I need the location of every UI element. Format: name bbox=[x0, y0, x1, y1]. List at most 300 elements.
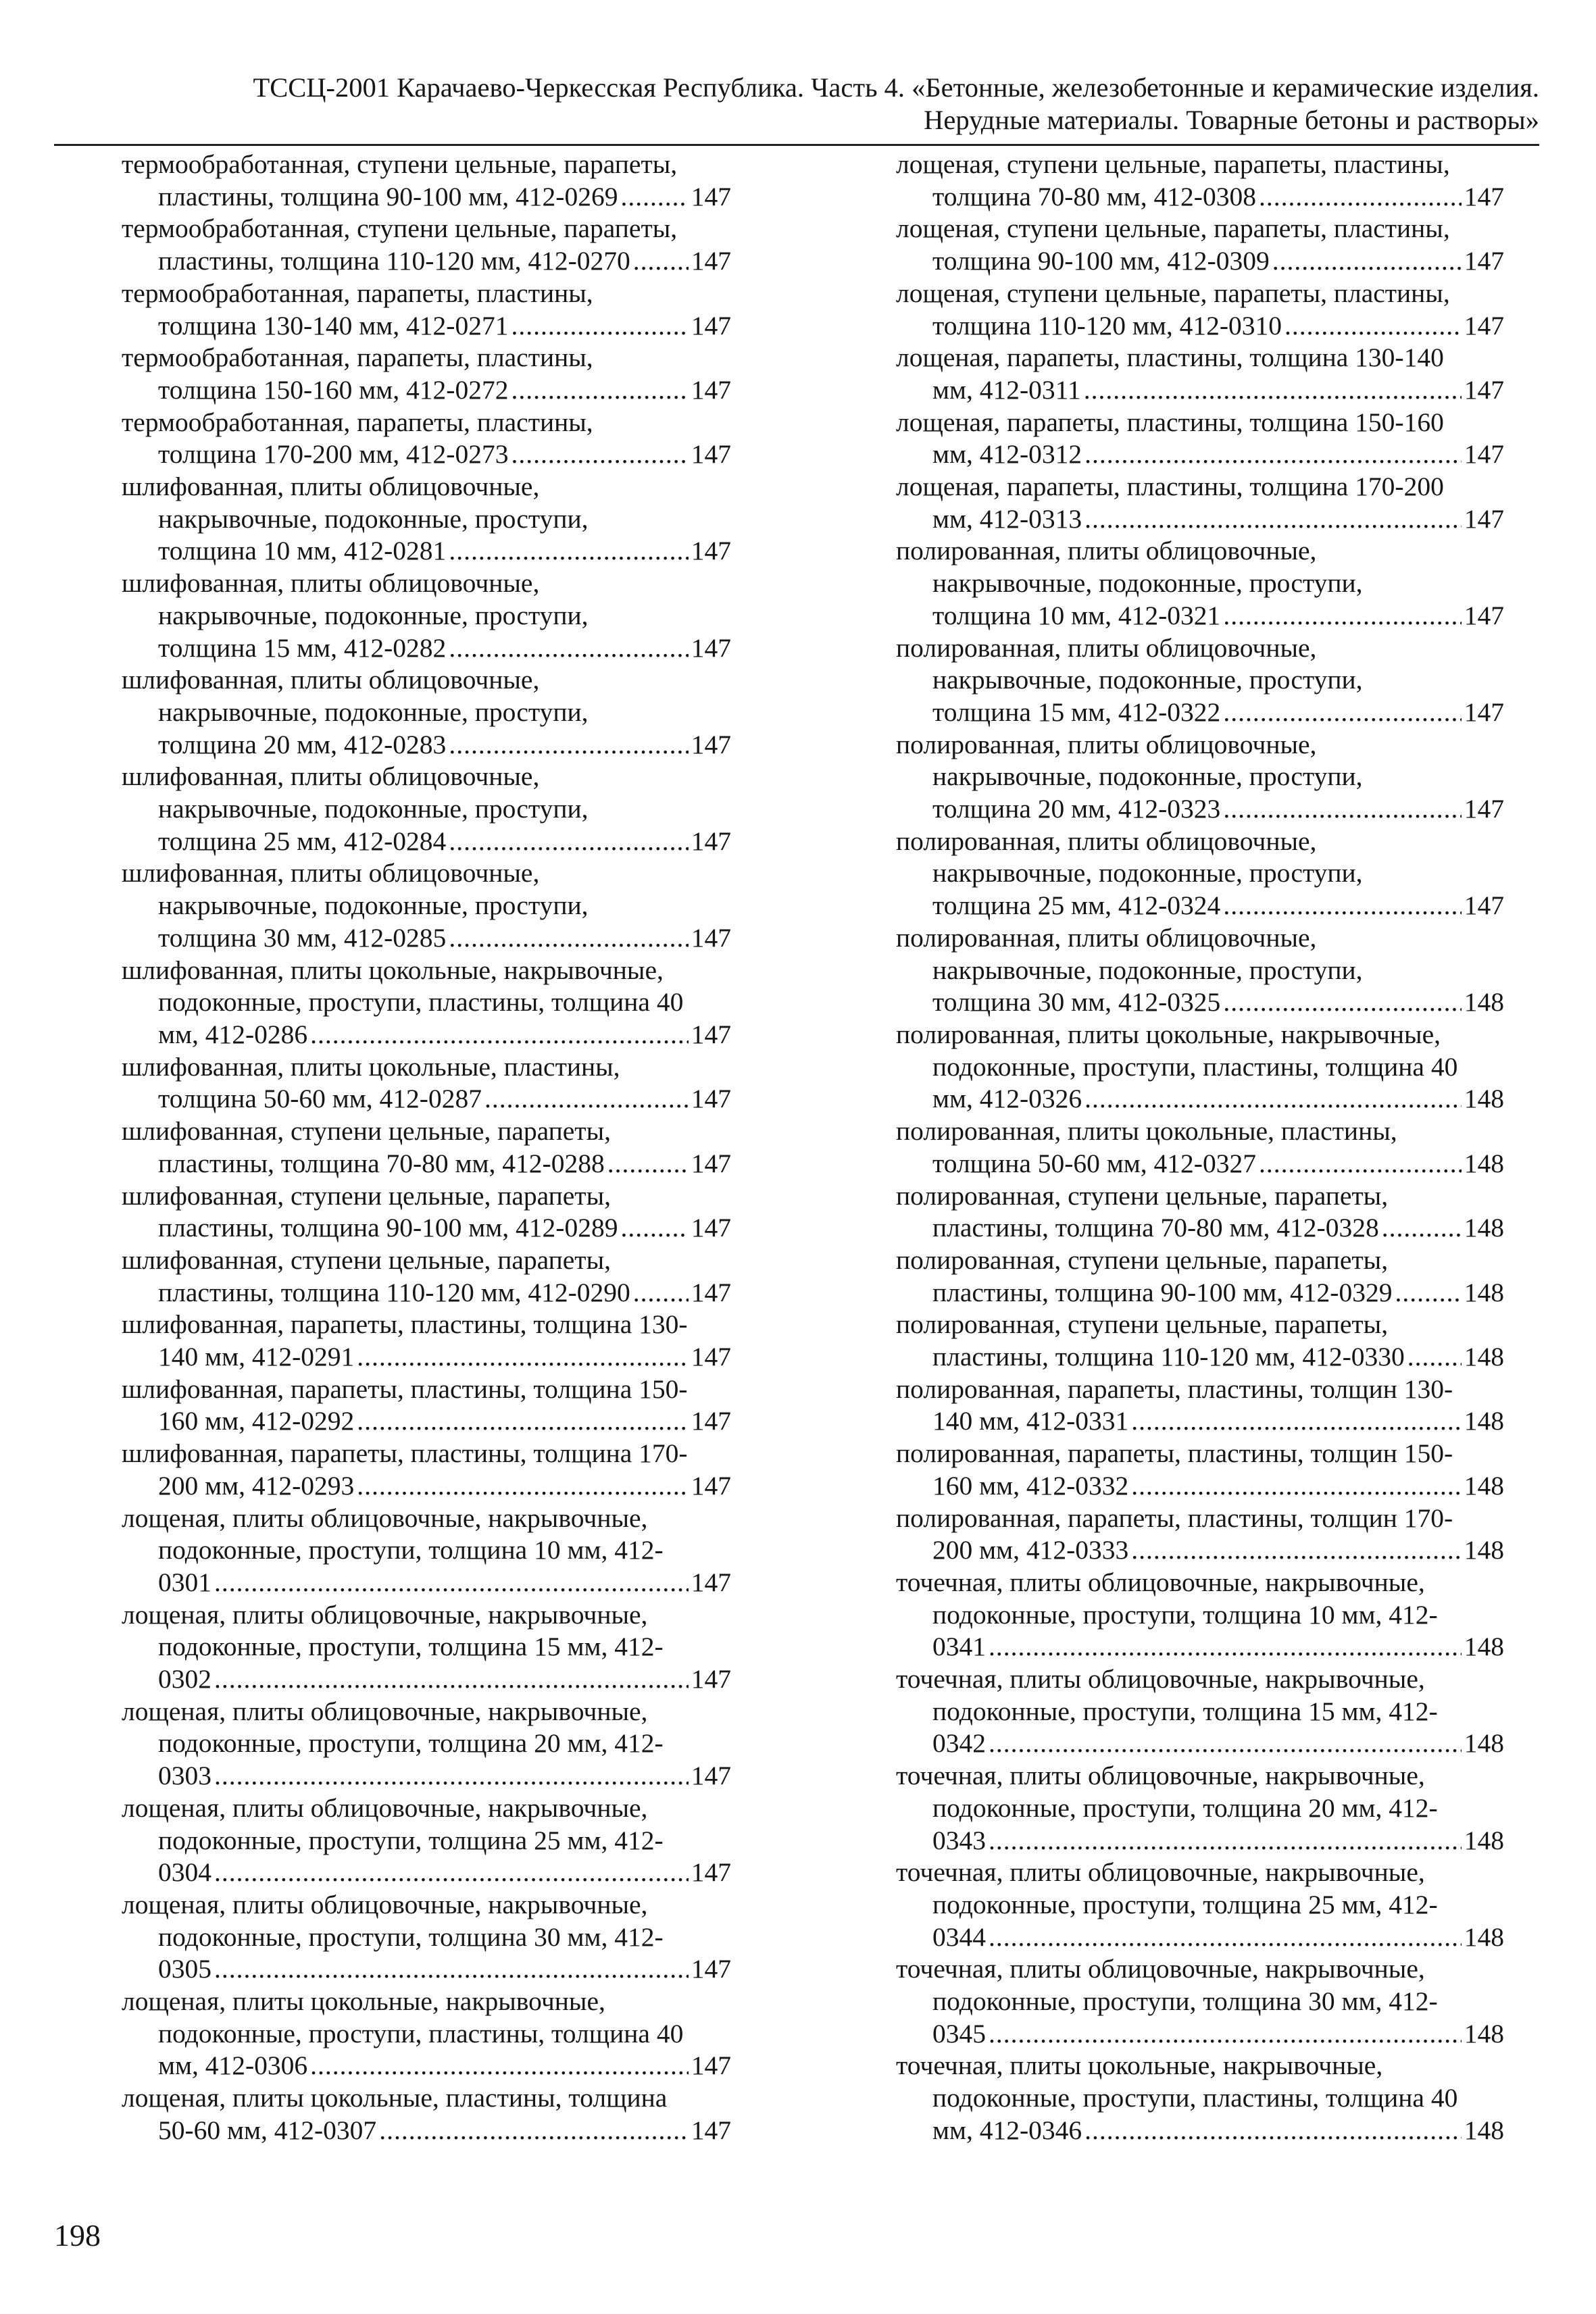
dot-leader bbox=[1131, 1534, 1461, 1567]
index-entry-text: полированная, плиты облицовочные, bbox=[896, 729, 1317, 759]
index-entry-last-line bbox=[122, 438, 731, 471]
dot-leader bbox=[989, 1631, 1462, 1663]
index-entry-text: подоконные, проступи, пластины, толщина 40 bbox=[932, 1051, 1458, 1082]
dot-leader bbox=[1223, 986, 1461, 1019]
index-entry-text: шлифованная, ступени цельные, парапеты, bbox=[122, 1116, 611, 1147]
index-entry-code: толщина 70-80 мм, 412-0308 bbox=[932, 181, 1256, 211]
dot-leader bbox=[1259, 181, 1462, 213]
index-entry-page: 147 bbox=[1464, 600, 1504, 630]
index-entry-text: подоконные, проступи, толщина 25 мм, 412- bbox=[932, 1889, 1438, 1919]
index-entry bbox=[122, 2082, 731, 2146]
index-entry-text: шлифованная, парапеты, пластины, толщина 150- bbox=[122, 1374, 688, 1404]
index-entry bbox=[896, 729, 1504, 826]
index-entry-text: лощеная, плиты цокольные, накрывочные, bbox=[122, 1986, 605, 2017]
header-line-2: Нерудные материалы. Товарные бетоны и растворы» bbox=[924, 105, 1539, 135]
index-entry bbox=[896, 149, 1504, 213]
index-entry-last-line bbox=[122, 922, 731, 955]
dot-leader bbox=[1131, 1405, 1461, 1438]
index-entry-code: 160 мм, 412-0332 bbox=[932, 1470, 1129, 1501]
index-entry-code: 0302 bbox=[158, 1664, 211, 1694]
index-entry-last-line bbox=[896, 890, 1504, 922]
index-entry-last-line bbox=[122, 1405, 731, 1438]
index-entry-text: полированная, плиты облицовочные, bbox=[896, 826, 1317, 856]
index-entry-text: полированная, ступени цельные, парапеты, bbox=[896, 1180, 1389, 1211]
index-entry-page: 147 bbox=[691, 1084, 731, 1114]
index-entry-page: 147 bbox=[691, 1148, 731, 1178]
index-entry-code: 160 мм, 412-0292 bbox=[158, 1406, 355, 1436]
index-entry-text: накрывочные, подоконные, проступи, bbox=[932, 568, 1363, 599]
dot-leader bbox=[449, 632, 688, 665]
index-entry-code: толщина 20 мм, 412-0283 bbox=[158, 729, 447, 759]
index-entry-code: 50-60 мм, 412-0307 bbox=[158, 2115, 377, 2145]
index-entry-page: 148 bbox=[1464, 1825, 1504, 1855]
index-entry-text: точечная, плиты облицовочные, накрывочные, bbox=[896, 1857, 1425, 1888]
index-entry-code: толщина 25 мм, 412-0324 bbox=[932, 890, 1221, 921]
index-entry-text: лощеная, ступени цельные, парапеты, пластины, bbox=[896, 278, 1450, 308]
index-entry-text: полированная, парапеты, пластины, толщин 170- bbox=[896, 1503, 1453, 1533]
index-entry-code: толщина 20 мм, 412-0323 bbox=[932, 794, 1221, 824]
dot-leader bbox=[989, 1825, 1462, 1857]
index-entry-page: 147 bbox=[691, 1857, 731, 1888]
index-entry-page: 147 bbox=[1464, 374, 1504, 405]
dot-leader bbox=[1084, 438, 1462, 471]
dot-leader bbox=[449, 922, 688, 955]
index-entry-page: 148 bbox=[1464, 1632, 1504, 1662]
dot-leader bbox=[1395, 1277, 1461, 1309]
index-entry bbox=[896, 1180, 1504, 1244]
index-entry-last-line bbox=[122, 1760, 731, 1792]
index-entry-last-line bbox=[896, 1825, 1504, 1857]
index-entry-text: лощеная, ступени цельные, парапеты, пластины, bbox=[896, 149, 1450, 179]
index-entry-page: 148 bbox=[1464, 2115, 1504, 2145]
index-entry-last-line bbox=[122, 1019, 731, 1051]
index-entry-page: 147 bbox=[1464, 181, 1504, 211]
index-entry-last-line bbox=[896, 600, 1504, 632]
index-entry-code: пластины, толщина 110-120 мм, 412-0330 bbox=[932, 1342, 1405, 1372]
index-entry-text: лощеная, плиты облицовочные, накрывочные, bbox=[122, 1696, 648, 1726]
index-entry-code: 0342 bbox=[932, 1728, 986, 1759]
index-entry-page: 148 bbox=[1464, 1535, 1504, 1565]
index-entry-page: 147 bbox=[691, 729, 731, 759]
index-entry-code: толщина 30 мм, 412-0325 bbox=[932, 987, 1221, 1017]
index-entry-last-line bbox=[896, 793, 1504, 826]
dot-leader bbox=[633, 1277, 689, 1309]
index-entry-text: подоконные, проступи, пластины, толщина 40 bbox=[932, 2083, 1458, 2113]
index-entry-page: 148 bbox=[1464, 987, 1504, 1017]
index-entry bbox=[122, 664, 731, 761]
index-entry-page: 147 bbox=[691, 1664, 731, 1694]
index-entry-text: лощеная, парапеты, пластины, толщина 170-200 bbox=[896, 472, 1444, 502]
index-entry-page: 147 bbox=[691, 1019, 731, 1049]
index-entry bbox=[122, 1051, 731, 1115]
index-entry-page: 148 bbox=[1464, 2018, 1504, 2048]
index-entry-page: 147 bbox=[691, 310, 731, 341]
index-entry-text: накрывочные, подоконные, проступи, bbox=[158, 600, 589, 630]
index-entry-text: шлифованная, ступени цельные, парапеты, bbox=[122, 1180, 611, 1211]
index-entry-text: шлифованная, плиты облицовочные, bbox=[122, 858, 540, 888]
index-entry-text: лощеная, плиты облицовочные, накрывочные, bbox=[122, 1599, 648, 1630]
index-entry bbox=[896, 1438, 1504, 1502]
index-entry bbox=[896, 1115, 1504, 1180]
index-entry-text: накрывочные, подоконные, проступи, bbox=[158, 503, 589, 534]
dot-leader bbox=[1285, 310, 1462, 343]
dot-leader bbox=[620, 181, 688, 213]
index-entry bbox=[896, 342, 1504, 406]
dot-leader bbox=[357, 1470, 688, 1503]
index-entry-last-line bbox=[896, 1212, 1504, 1244]
index-entry bbox=[122, 1115, 731, 1180]
dot-leader bbox=[214, 1567, 689, 1599]
index-entry-last-line bbox=[122, 632, 731, 665]
index-entry-text: точечная, плиты облицовочные, накрывочные, bbox=[896, 1761, 1425, 1791]
index-entry-last-line bbox=[896, 503, 1504, 536]
index-entry bbox=[122, 761, 731, 857]
index-entry-code: 0304 bbox=[158, 1857, 211, 1888]
index-entry-code: пластины, толщина 90-100 мм, 412-0329 bbox=[932, 1277, 1393, 1307]
index-entry-page: 147 bbox=[691, 2115, 731, 2145]
dot-leader bbox=[989, 1921, 1462, 1954]
dot-leader bbox=[511, 374, 688, 407]
index-entry-page: 147 bbox=[1464, 503, 1504, 534]
index-entry-last-line bbox=[896, 2115, 1504, 2147]
dot-leader bbox=[1084, 374, 1462, 407]
index-entry bbox=[896, 1567, 1504, 1663]
dot-leader bbox=[1084, 2115, 1462, 2147]
index-entry-code: пластины, толщина 70-80 мм, 412-0328 bbox=[932, 1213, 1379, 1243]
index-entry-code: 0343 bbox=[932, 1825, 986, 1855]
index-entry-text: полированная, плиты облицовочные, bbox=[896, 536, 1317, 566]
index-entry bbox=[896, 2050, 1504, 2146]
index-entry-text: подоконные, проступи, толщина 30 мм, 412- bbox=[158, 1921, 664, 1952]
index-entry-last-line bbox=[896, 1405, 1504, 1438]
dot-leader bbox=[1223, 697, 1461, 729]
index-entry-code: мм, 412-0326 bbox=[932, 1084, 1082, 1114]
index-entry-code: 0305 bbox=[158, 1954, 211, 1984]
index-entry bbox=[896, 1374, 1504, 1438]
dot-leader bbox=[449, 826, 688, 858]
dot-leader bbox=[1131, 1470, 1461, 1503]
index-entry-text: шлифованная, плиты облицовочные, bbox=[122, 665, 540, 695]
index-entry-last-line bbox=[122, 729, 731, 761]
index-entry-code: пластины, толщина 110-120 мм, 412-0270 bbox=[158, 246, 630, 276]
index-entry-text: шлифованная, плиты облицовочные, bbox=[122, 472, 540, 502]
index-entry-code: 140 мм, 412-0291 bbox=[158, 1342, 355, 1372]
index-entry-code: толщина 50-60 мм, 412-0327 bbox=[932, 1148, 1256, 1178]
index-entry-page: 147 bbox=[691, 1213, 731, 1243]
index-entry-code: мм, 412-0312 bbox=[932, 439, 1082, 470]
index-entry-text: лощеная, плиты облицовочные, накрывочные, bbox=[122, 1889, 648, 1919]
index-entry bbox=[896, 1857, 1504, 1953]
index-entry bbox=[122, 1696, 731, 1792]
index-entry-last-line bbox=[122, 181, 731, 213]
index-entry-code: пластины, толщина 90-100 мм, 412-0269 bbox=[158, 181, 618, 211]
index-entry-code: толщина 170-200 мм, 412-0273 bbox=[158, 439, 509, 470]
dot-leader bbox=[449, 535, 688, 568]
index-entry-last-line bbox=[122, 1470, 731, 1503]
index-entry bbox=[122, 568, 731, 664]
index-entry-code: мм, 412-0286 bbox=[158, 1019, 308, 1049]
index-entry bbox=[896, 213, 1504, 277]
index-entry bbox=[896, 535, 1504, 632]
index-entry-code: мм, 412-0313 bbox=[932, 503, 1082, 534]
index-entry-last-line bbox=[122, 1341, 731, 1374]
index-entry-last-line bbox=[896, 245, 1504, 278]
index-entry-text: лощеная, ступени цельные, парапеты, пластины, bbox=[896, 213, 1450, 244]
dot-leader bbox=[1084, 1083, 1462, 1115]
index-entry bbox=[122, 1244, 731, 1309]
page-header bbox=[54, 72, 1539, 136]
index-entry-text: лощеная, парапеты, пластины, толщина 130-140 bbox=[896, 343, 1444, 373]
dot-leader bbox=[214, 1663, 689, 1696]
index-entry-last-line bbox=[122, 1953, 731, 1986]
index-entry bbox=[896, 1760, 1504, 1857]
index-entry-page: 147 bbox=[691, 1761, 731, 1791]
index-entry-page: 148 bbox=[1464, 1213, 1504, 1243]
index-entry-last-line bbox=[896, 374, 1504, 407]
index-entry-page: 147 bbox=[691, 1342, 731, 1372]
index-entry bbox=[122, 149, 731, 213]
dot-leader bbox=[1407, 1341, 1462, 1374]
dot-leader bbox=[1223, 600, 1461, 632]
index-entry-text: шлифованная, плиты цокольные, накрывочные, bbox=[122, 955, 664, 985]
index-entry-text: накрывочные, подоконные, проступи, bbox=[158, 697, 589, 727]
index-entry-last-line bbox=[896, 1921, 1504, 1954]
dot-leader bbox=[989, 1728, 1462, 1760]
index-entry-text: подоконные, проступи, толщина 30 мм, 412- bbox=[932, 1986, 1438, 2017]
header-line-1: ТССЦ-2001 Карачаево-Черкесская Республика. Часть 4. «Бетонные, железобетонные и керамические изделия. bbox=[253, 72, 1539, 103]
index-entry-text: термообработанная, парапеты, пластины, bbox=[122, 343, 593, 373]
index-entry-last-line bbox=[122, 310, 731, 343]
index-entry-page: 147 bbox=[691, 632, 731, 663]
index-entry-page: 147 bbox=[691, 922, 731, 953]
index-entry-text: подоконные, проступи, толщина 10 мм, 412- bbox=[932, 1599, 1438, 1630]
index-entry-page: 147 bbox=[1464, 697, 1504, 727]
index-entry-last-line bbox=[122, 1857, 731, 1889]
index-entry-last-line bbox=[122, 1148, 731, 1180]
index-entry-page: 147 bbox=[1464, 310, 1504, 341]
index-entry-page: 147 bbox=[1464, 890, 1504, 921]
header-rule bbox=[54, 144, 1539, 146]
dot-leader bbox=[379, 2115, 689, 2147]
index-entry-text: подоконные, проступи, пластины, толщина 40 bbox=[158, 2018, 684, 2048]
index-entry bbox=[122, 471, 731, 568]
index-entry-code: 0303 bbox=[158, 1761, 211, 1791]
index-entry-text: термообработанная, парапеты, пластины, bbox=[122, 407, 593, 437]
index-entry-code: мм, 412-0311 bbox=[932, 374, 1081, 405]
index-entry-text: полированная, плиты цокольные, пластины, bbox=[896, 1116, 1397, 1147]
dot-leader bbox=[310, 2050, 689, 2082]
index-entry-code: толщина 10 мм, 412-0321 bbox=[932, 600, 1221, 630]
index-entry bbox=[122, 1438, 731, 1502]
index-entry-last-line bbox=[896, 697, 1504, 729]
index-entry-code: толщина 110-120 мм, 412-0310 bbox=[932, 310, 1282, 341]
index-entry bbox=[122, 1374, 731, 1438]
index-entry-text: термообработанная, ступени цельные, парапеты, bbox=[122, 213, 678, 244]
index-entry bbox=[896, 1663, 1504, 1760]
index-entry bbox=[896, 1244, 1504, 1309]
index-entry-text: термообработанная, парапеты, пластины, bbox=[122, 278, 593, 308]
index-entry-last-line bbox=[896, 986, 1504, 1019]
index-entry-text: лощеная, плиты цокольные, пластины, толщина bbox=[122, 2083, 668, 2113]
index-entry bbox=[896, 471, 1504, 535]
dot-leader bbox=[449, 729, 688, 761]
index-column-left bbox=[122, 149, 731, 2147]
index-entry-text: шлифованная, плиты облицовочные, bbox=[122, 568, 540, 599]
dot-leader bbox=[1259, 1148, 1462, 1180]
index-entry bbox=[122, 955, 731, 1051]
index-entry-text: полированная, парапеты, пластины, толщин 150- bbox=[896, 1438, 1453, 1469]
index-entry-last-line bbox=[122, 1567, 731, 1599]
index-entry-page: 147 bbox=[1464, 439, 1504, 470]
index-entry bbox=[122, 1889, 731, 1986]
index-entry-page: 147 bbox=[691, 2051, 731, 2081]
index-entry bbox=[122, 1599, 731, 1696]
index-entry-text: подоконные, проступи, толщина 15 мм, 412- bbox=[158, 1632, 664, 1662]
dot-leader bbox=[1223, 793, 1461, 826]
index-entry bbox=[122, 1986, 731, 2082]
index-entry-text: подоконные, проступи, толщина 20 мм, 412- bbox=[932, 1792, 1438, 1823]
index-entry-page: 147 bbox=[691, 1470, 731, 1501]
index-entry-last-line bbox=[896, 1470, 1504, 1503]
index-entry-last-line bbox=[896, 1728, 1504, 1760]
index-entry-last-line bbox=[896, 181, 1504, 213]
index-entry-text: накрывочные, подоконные, проступи, bbox=[932, 665, 1363, 695]
index-entry-code: толщина 90-100 мм, 412-0309 bbox=[932, 246, 1270, 276]
index-entry-last-line bbox=[122, 374, 731, 407]
index-entry bbox=[122, 278, 731, 342]
index-entry-last-line bbox=[122, 245, 731, 278]
index-entry-text: накрывочные, подоконные, проступи, bbox=[158, 794, 589, 824]
dot-leader bbox=[989, 2018, 1462, 2051]
index-entry-last-line bbox=[896, 2018, 1504, 2051]
index-entry-last-line bbox=[122, 1212, 731, 1244]
index-entry-code: толщина 150-160 мм, 412-0272 bbox=[158, 374, 509, 405]
index-entry-last-line bbox=[896, 1277, 1504, 1309]
index-column-right bbox=[896, 149, 1504, 2147]
index-entry-code: толщина 15 мм, 412-0282 bbox=[158, 632, 447, 663]
index-entry-text: подоконные, проступи, толщина 25 мм, 412- bbox=[158, 1825, 664, 1855]
index-entry-text: накрывочные, подоконные, проступи, bbox=[932, 858, 1363, 888]
index-entry bbox=[122, 857, 731, 954]
index-entry-code: пластины, толщина 70-80 мм, 412-0288 bbox=[158, 1148, 605, 1178]
dot-leader bbox=[511, 438, 688, 471]
index-entry-page: 148 bbox=[1464, 1728, 1504, 1759]
index-entry-text: шлифованная, плиты облицовочные, bbox=[122, 761, 540, 792]
index-entry-page: 148 bbox=[1464, 1342, 1504, 1372]
index-entry-text: полированная, ступени цельные, парапеты, bbox=[896, 1309, 1389, 1340]
index-entry bbox=[896, 826, 1504, 922]
index-entry-page: 147 bbox=[691, 246, 731, 276]
index-entry-page: 147 bbox=[691, 1406, 731, 1436]
index-entry bbox=[896, 1503, 1504, 1567]
index-entry-last-line bbox=[896, 1083, 1504, 1115]
index-entry-page: 147 bbox=[691, 1954, 731, 1984]
dot-leader bbox=[1223, 890, 1461, 922]
index-entry bbox=[896, 278, 1504, 342]
dot-leader bbox=[357, 1405, 688, 1438]
index-entry-last-line bbox=[896, 1148, 1504, 1180]
index-entry-text: подоконные, проступи, толщина 10 мм, 412- bbox=[158, 1535, 664, 1565]
index-entry-last-line bbox=[896, 310, 1504, 343]
dot-leader bbox=[310, 1019, 689, 1051]
index-entry-text: лощеная, плиты облицовочные, накрывочные, bbox=[122, 1792, 648, 1823]
index-entry-code: толщина 15 мм, 412-0322 bbox=[932, 697, 1221, 727]
dot-leader bbox=[214, 1857, 689, 1889]
index-entry-text: полированная, плиты цокольные, накрывочные, bbox=[896, 1019, 1441, 1049]
index-entry-code: 200 мм, 412-0333 bbox=[932, 1535, 1129, 1565]
dot-leader bbox=[620, 1212, 688, 1244]
index-entry-code: толщина 10 мм, 412-0281 bbox=[158, 536, 447, 566]
index-entry bbox=[896, 1953, 1504, 2050]
dot-leader bbox=[214, 1953, 689, 1986]
index-entry-text: подоконные, проступи, толщина 20 мм, 412- bbox=[158, 1728, 664, 1759]
index-entry-page: 147 bbox=[691, 1567, 731, 1597]
index-entry bbox=[896, 632, 1504, 729]
index-entry-text: полированная, плиты облицовочные, bbox=[896, 922, 1317, 953]
index-entry-last-line bbox=[896, 1534, 1504, 1567]
index-entry bbox=[122, 1503, 731, 1599]
index-entry-code: толщина 130-140 мм, 412-0271 bbox=[158, 310, 509, 341]
index-entry bbox=[896, 407, 1504, 471]
index-entry-code: мм, 412-0346 bbox=[932, 2115, 1082, 2145]
index-entry-last-line bbox=[122, 2050, 731, 2082]
index-entry-last-line bbox=[122, 826, 731, 858]
dot-leader bbox=[511, 310, 688, 343]
index-entry bbox=[122, 342, 731, 406]
index-entry-text: термообработанная, ступени цельные, парапеты, bbox=[122, 149, 678, 179]
index-entry-page: 148 bbox=[1464, 1277, 1504, 1307]
index-entry-code: 0344 bbox=[932, 1921, 986, 1952]
index-entry-last-line bbox=[122, 2115, 731, 2147]
dot-leader bbox=[357, 1341, 688, 1374]
index-entry-page: 147 bbox=[691, 374, 731, 405]
dot-leader bbox=[607, 1148, 689, 1180]
index-entry-page: 147 bbox=[691, 1277, 731, 1307]
index-entry-code: толщина 30 мм, 412-0285 bbox=[158, 922, 447, 953]
index-entry-text: полированная, парапеты, пластины, толщин 130- bbox=[896, 1374, 1453, 1404]
index-entry bbox=[122, 1309, 731, 1373]
dot-leader bbox=[1272, 245, 1462, 278]
index-entry-text: подоконные, проступи, толщина 15 мм, 412- bbox=[932, 1696, 1438, 1726]
index-entry-code: 0345 bbox=[932, 2018, 986, 2048]
index-entry-text: накрывочные, подоконные, проступи, bbox=[932, 761, 1363, 792]
index-entry-last-line bbox=[122, 1277, 731, 1309]
index-entry-page: 148 bbox=[1464, 1470, 1504, 1501]
index-entry-text: шлифованная, ступени цельные, парапеты, bbox=[122, 1244, 611, 1275]
index-entry-page: 148 bbox=[1464, 1921, 1504, 1952]
index-entry-last-line bbox=[122, 1083, 731, 1115]
index-entry-text: точечная, плиты цокольные, накрывочные, bbox=[896, 2051, 1383, 2081]
index-entry-text: лощеная, парапеты, пластины, толщина 150-160 bbox=[896, 407, 1444, 437]
index-entry bbox=[122, 213, 731, 277]
index-entry-page: 147 bbox=[1464, 246, 1504, 276]
index-entry-code: пластины, толщина 110-120 мм, 412-0290 bbox=[158, 1277, 630, 1307]
index-entry bbox=[896, 1019, 1504, 1115]
index-entry-page: 147 bbox=[691, 826, 731, 856]
index-entry-page: 148 bbox=[1464, 1406, 1504, 1436]
index-entry-page: 147 bbox=[1464, 794, 1504, 824]
index-entry-last-line bbox=[122, 535, 731, 568]
index-entry-code: 200 мм, 412-0293 bbox=[158, 1470, 355, 1501]
index-entry-page: 147 bbox=[691, 536, 731, 566]
index-entry-text: накрывочные, подоконные, проступи, bbox=[158, 890, 589, 921]
index-entry-page: 147 bbox=[691, 439, 731, 470]
index-entry-last-line bbox=[896, 438, 1504, 471]
index-entry-code: толщина 25 мм, 412-0284 bbox=[158, 826, 447, 856]
index-entry bbox=[122, 407, 731, 471]
index-entry-last-line bbox=[896, 1631, 1504, 1663]
index-entry-text: накрывочные, подоконные, проступи, bbox=[932, 955, 1363, 985]
